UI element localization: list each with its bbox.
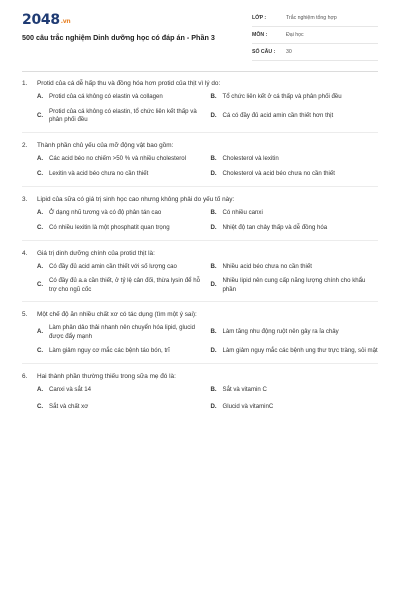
option-text: Canxi và sắt 14 xyxy=(49,385,92,393)
option-letter: A. xyxy=(37,385,44,393)
question-stem xyxy=(22,141,378,150)
option-letter: B. xyxy=(210,262,217,270)
option-text: Cholesterol và acid béo chưa no cần thiết xyxy=(222,170,335,177)
answer-option-d[interactable] xyxy=(211,277,379,294)
option-text: Ở dạng nhũ tương và có độ phân tán cao xyxy=(49,208,162,216)
option-letter: C. xyxy=(37,170,44,177)
answer-option-a[interactable] xyxy=(37,386,205,395)
answer-option-d[interactable] xyxy=(211,108,379,125)
meta-label: MÔN : xyxy=(252,32,268,38)
site-logo[interactable] xyxy=(22,12,70,28)
question-divider xyxy=(22,186,378,187)
question-text: Một chế độ ăn nhiều chất xơ có tác dụng (tìm một ý sai): xyxy=(37,311,197,318)
option-letter: A. xyxy=(37,262,44,270)
answer-option-c[interactable] xyxy=(37,108,205,125)
option-letter: D. xyxy=(210,170,217,177)
question-stem xyxy=(22,79,378,88)
answer-option-b[interactable] xyxy=(211,324,379,341)
question-stem xyxy=(22,249,378,258)
answer-option-d[interactable] xyxy=(211,170,379,179)
option-text: Các acid béo no chiếm >50 % và nhiều cholesterol xyxy=(49,154,187,162)
option-letter: A. xyxy=(37,208,44,216)
answer-option-c[interactable] xyxy=(37,277,205,294)
option-letter: C. xyxy=(37,224,44,231)
option-letter: A. xyxy=(37,93,44,100)
option-letter: D. xyxy=(210,111,217,119)
answer-option-a[interactable] xyxy=(37,263,205,272)
answer-options xyxy=(22,324,378,356)
option-text: Sắt và chất xơ xyxy=(49,403,89,410)
question-divider xyxy=(22,301,378,302)
answer-options xyxy=(22,263,378,295)
meta-value: Đại học xyxy=(286,32,304,38)
header-divider xyxy=(22,71,378,72)
logo-suffix-text: .vn xyxy=(60,18,71,25)
option-letter: B. xyxy=(210,154,217,162)
question-divider xyxy=(22,132,378,133)
option-letter: C. xyxy=(37,111,44,119)
option-text: Nhiệt độ tan chảy thấp và dễ đồng hóa xyxy=(222,224,328,231)
question-text: Thành phần chủ yếu của mỡ động vật bao gồm: xyxy=(37,141,174,149)
option-text: Cholesterol và lexitin xyxy=(222,154,279,162)
question-2 xyxy=(22,141,378,187)
answer-options xyxy=(22,386,378,412)
question-stem xyxy=(22,310,378,319)
option-letter: B. xyxy=(210,385,217,393)
option-text: Cá có đầy đủ acid amin cần thiết hơn thịt xyxy=(222,111,334,119)
answer-options xyxy=(22,209,378,233)
option-text: Glucid và vitaminC xyxy=(222,403,274,410)
question-6 xyxy=(22,372,378,412)
option-text: Tổ chức liên kết ở cá thấp và phân phối đều xyxy=(222,93,342,100)
question-text: Lipid của sữa có giá trị sinh học cao nhưng không phải do yếu tố này: xyxy=(37,195,235,203)
question-divider xyxy=(22,240,378,241)
document-title: 500 câu trắc nghiệm Dinh dưỡng học có đáp án - Phần 3 xyxy=(22,33,215,42)
meta-panel xyxy=(252,10,378,61)
option-letter: C. xyxy=(37,281,44,289)
option-letter: A. xyxy=(37,154,44,162)
option-letter: A. xyxy=(37,328,44,336)
answer-option-b[interactable] xyxy=(211,386,379,395)
option-letter: D. xyxy=(210,224,217,231)
answer-option-d[interactable] xyxy=(211,224,379,233)
question-number: 3. xyxy=(22,195,28,203)
answer-options xyxy=(22,93,378,125)
meta-label: SỐ CÂU : xyxy=(252,49,276,55)
option-text: Có đầy đủ a.a cần thiết, ở tỷ lệ cân đối, thừa lysin để hỗ trợ cho ngũ cốc xyxy=(49,277,201,293)
logo-main-text: 2048 xyxy=(22,12,60,28)
question-stem xyxy=(22,195,378,204)
option-text: Nhiều acid béo chưa no cần thiết xyxy=(222,262,312,270)
question-1 xyxy=(22,79,378,133)
question-number: 5. xyxy=(22,311,28,318)
option-text: Protid của cá không có elastin và collagen xyxy=(49,93,163,100)
option-text: Làm tăng nhu động ruột nên gây ra ỉa chảy xyxy=(222,328,339,336)
answer-option-c[interactable] xyxy=(37,403,205,412)
answer-option-a[interactable] xyxy=(37,93,205,102)
option-letter: C. xyxy=(37,403,44,410)
question-3 xyxy=(22,195,378,241)
meta-row-count xyxy=(252,44,378,61)
question-divider xyxy=(22,363,378,364)
answer-option-b[interactable] xyxy=(211,209,379,218)
option-letter: D. xyxy=(210,403,217,410)
meta-label: LỚP : xyxy=(252,15,267,21)
option-text: Có nhiều canxi xyxy=(222,208,263,216)
answer-option-a[interactable] xyxy=(37,209,205,218)
answer-option-b[interactable] xyxy=(211,155,379,164)
question-number: 2. xyxy=(22,141,28,149)
answer-option-b[interactable] xyxy=(211,93,379,102)
meta-row-subject xyxy=(252,27,378,44)
option-text: Làm giảm nguy mắc các bệnh ung thư trực tràng, sỏi mật xyxy=(222,347,378,354)
option-text: Làm giảm nguy cơ mắc các bệnh táo bón, trĩ xyxy=(49,347,170,354)
meta-value: Trắc nghiệm tổng hợp xyxy=(286,15,337,21)
answer-option-d[interactable] xyxy=(211,403,379,412)
option-letter: B. xyxy=(210,328,217,336)
question-number: 4. xyxy=(22,249,28,257)
answer-option-c[interactable] xyxy=(37,224,205,233)
meta-value: 30 xyxy=(286,49,292,55)
question-text: Giá trị dinh dưỡng chính của protid thịt là: xyxy=(37,249,155,257)
option-text: Làm phân dảo thải nhanh nên chuyển hóa lipid, glucid được đẩy mạnh xyxy=(49,324,196,340)
option-letter: C. xyxy=(37,347,44,354)
answer-option-b[interactable] xyxy=(211,263,379,272)
answer-option-a[interactable] xyxy=(37,324,205,341)
answer-option-a[interactable] xyxy=(37,155,205,164)
option-letter: D. xyxy=(210,347,217,354)
option-text: Có đầy đủ acid amin cần thiết với số lượng cao xyxy=(49,262,177,270)
answer-option-d[interactable] xyxy=(211,347,379,356)
answer-options xyxy=(22,155,378,179)
option-text: Nhiều lipid nên cung cấp năng lượng chính cho khẩu phần xyxy=(222,277,366,293)
question-number: 1. xyxy=(22,80,28,87)
option-letter: D. xyxy=(210,281,217,289)
question-4 xyxy=(22,249,378,303)
option-letter: B. xyxy=(210,208,217,216)
answer-option-c[interactable] xyxy=(37,347,205,356)
question-5 xyxy=(22,310,378,364)
question-text: Hai thành phần thường thiếu trong sữa mẹ đó là: xyxy=(37,372,176,380)
question-text: Protid của cá dễ hấp thu và đồng hóa hơn protid của thịt vì lý do: xyxy=(37,80,221,87)
question-list xyxy=(22,79,378,412)
option-letter: B. xyxy=(210,93,217,100)
question-stem xyxy=(22,372,378,381)
meta-row-class xyxy=(252,10,378,27)
document-header xyxy=(0,0,400,70)
option-text: Sắt và vitamin C xyxy=(222,385,267,393)
option-text: Protid của cá không có elastin, tổ chức liên kết thấp và phân phối đều xyxy=(49,107,197,123)
option-text: Có nhiều lexitin là một phosphatit quan trọng xyxy=(49,224,170,231)
option-text: Lexitin và acid béo chưa no cần thiết xyxy=(49,170,149,177)
answer-option-c[interactable] xyxy=(37,170,205,179)
question-number: 6. xyxy=(22,372,28,380)
